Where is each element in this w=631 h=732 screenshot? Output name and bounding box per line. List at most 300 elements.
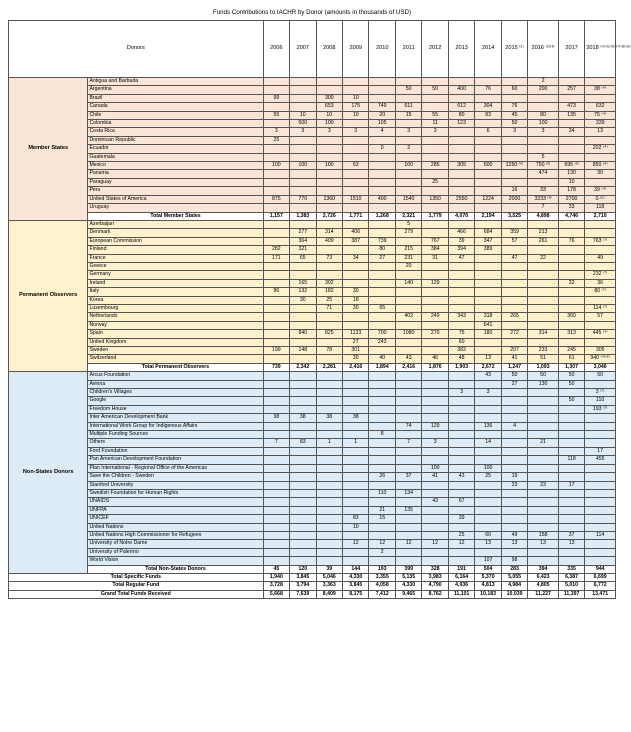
value-cell [475,145,501,153]
value-cell: 347 [475,237,501,245]
value-cell: 39 ⁽⁴⁾ [585,187,616,195]
value-cell [395,431,421,439]
group-label: Permanent Observers [9,220,88,371]
value-cell [343,431,369,439]
value-cell [528,321,559,329]
donor-row [9,389,616,397]
summary-cell: 5,046 [316,573,342,581]
donor-name: International Work Group for Indigenous Affairs [88,422,263,430]
value-cell: 11 [422,120,448,128]
value-cell [422,405,448,413]
value-cell [263,481,289,489]
value-cell [263,262,289,270]
value-cell [395,170,421,178]
group-total-row [9,363,616,371]
summary-label: Total Specific Funds [9,573,264,581]
value-cell [263,170,289,178]
value-cell: 107 [475,557,501,565]
value-cell [475,456,501,464]
value-cell [501,78,527,86]
value-cell [475,498,501,506]
value-cell [263,220,289,228]
donor-row [9,347,616,355]
value-cell [558,414,584,422]
value-cell: 132 [290,288,316,296]
donor-row [9,145,616,153]
value-cell [395,523,421,531]
summary-cell: 3,355 [369,573,395,581]
value-cell: 75 ⁽⁴⁾ [585,111,616,119]
value-cell: 215 [395,246,421,254]
donor-row [9,246,616,254]
value-cell: 10 [343,111,369,119]
value-cell [528,422,559,430]
donor-row [9,515,616,523]
value-cell [316,262,342,270]
value-cell [448,464,474,472]
donor-name: Guatemala [88,153,263,161]
value-cell [528,338,559,346]
value-cell [528,489,559,497]
value-cell [343,279,369,287]
value-cell: 134 [395,489,421,497]
donor-name: Children's Villages [88,389,263,397]
value-cell [558,506,584,514]
value-cell [448,380,474,388]
value-cell [369,220,395,228]
value-cell [395,153,421,161]
donor-row [9,262,616,270]
value-cell [448,557,474,565]
summary-cell: 6,423 [528,573,559,581]
value-cell: 10 [343,523,369,531]
total-cell: 1,383 [290,212,316,220]
summary-cell: 6,164 [448,573,474,581]
total-cell: 2,416 [343,363,369,371]
value-cell [475,220,501,228]
value-cell [395,464,421,472]
value-cell [501,414,527,422]
donor-name: United Nations High Commissioner for Refugees [88,531,263,539]
value-cell: 21 [528,439,559,447]
donor-name: Canada [88,103,263,111]
value-cell: 763 ⁽⁷⁾ [585,237,616,245]
value-cell [585,94,616,102]
value-cell: 78 [316,347,342,355]
value-cell: 770 [290,195,316,203]
value-cell: 473 [558,103,584,111]
value-cell: 30 [585,170,616,178]
value-cell: 50 [585,372,616,380]
donor-row [9,439,616,447]
value-cell [501,136,527,144]
value-cell [585,229,616,237]
document [8,6,631,599]
value-cell [528,279,559,287]
value-cell [316,313,342,321]
value-cell: 202 ⁽⁴⁾ [585,145,616,153]
value-cell: 12 [395,540,421,548]
value-cell [343,489,369,497]
value-cell [290,178,316,186]
total-cell: 283 [501,565,527,573]
value-cell: 684 [475,229,501,237]
value-cell [290,397,316,405]
value-cell [395,204,421,212]
value-cell [369,86,395,94]
value-cell [263,389,289,397]
value-cell [369,204,395,212]
value-cell [475,431,501,439]
value-cell: 193 ⁽⁷⁾ [585,405,616,413]
value-cell [290,153,316,161]
donor-row [9,271,616,279]
value-cell [290,262,316,270]
value-cell [343,405,369,413]
grand-total-cell: 8,409 [316,590,342,598]
donor-name: Azerbaijan [88,220,263,228]
value-cell [395,389,421,397]
value-cell [448,439,474,447]
value-cell: 100 [395,162,421,170]
value-cell: 279 [395,229,421,237]
value-cell: 33 [558,204,584,212]
donor-name: UNFPA [88,506,263,514]
value-cell [263,355,289,363]
value-cell [528,557,559,565]
table-title: Funds Contributions to IACHR by Donor (amounts in thousands of USD) [212,9,412,16]
value-cell [343,422,369,430]
value-cell [528,464,559,472]
value-cell [395,288,421,296]
value-cell [558,431,584,439]
value-cell [501,246,527,254]
donor-row [9,321,616,329]
grand-total-cell: 7,639 [290,590,316,598]
value-cell [395,321,421,329]
value-cell [501,220,527,228]
total-cell: 2,321 [395,212,421,220]
value-cell: 305 [585,347,616,355]
value-cell [501,498,527,506]
group-total-label: Total Permanent Observers [88,363,263,371]
value-cell [475,447,501,455]
value-cell: 175 [343,103,369,111]
total-cell: 4,898 [528,212,559,220]
value-cell: 43 [448,473,474,481]
value-cell: 57 [501,237,527,245]
value-cell [343,145,369,153]
value-cell [422,271,448,279]
donor-name: United Kingdom [88,338,263,346]
total-cell: 1,894 [369,363,395,371]
value-cell: 65 [369,304,395,312]
value-cell [422,489,448,497]
value-cell: 7 [395,439,421,447]
value-cell [343,557,369,565]
value-cell: 130 [558,170,584,178]
value-cell [395,372,421,380]
value-cell [422,296,448,304]
value-cell: 1 [316,439,342,447]
value-cell [475,204,501,212]
value-cell: 43 [475,372,501,380]
total-cell: 1,779 [422,212,448,220]
value-cell [290,271,316,279]
value-cell [290,548,316,556]
value-cell [316,540,342,548]
value-cell [528,304,559,312]
value-cell [316,153,342,161]
grand-total-cell: 8,762 [422,590,448,598]
value-cell [369,414,395,422]
value-cell: 18 [343,296,369,304]
value-cell [501,489,527,497]
value-cell: 38 [290,414,316,422]
value-cell [369,405,395,413]
donor-name: Mexico [88,162,263,170]
value-cell: 80 [528,111,559,119]
value-cell [528,414,559,422]
donor-row [9,103,616,111]
value-cell [422,187,448,195]
value-cell [369,162,395,170]
total-cell: 1,771 [343,212,369,220]
donor-row [9,288,616,296]
value-cell: 118 [558,456,584,464]
value-cell [343,506,369,514]
value-cell: 13 [501,540,527,548]
summary-cell: 5,370 [475,573,501,581]
value-cell [422,557,448,565]
value-cell: 739 [369,237,395,245]
value-cell [501,170,527,178]
value-cell: 314 [528,330,559,338]
donor-row [9,128,616,136]
donor-row [9,78,616,86]
donor-name: Switzerland [88,355,263,363]
value-cell: 0 [369,145,395,153]
value-cell: 98 [501,557,527,565]
total-cell: 399 [395,565,421,573]
donor-row [9,523,616,531]
value-cell: 50 [501,372,527,380]
value-cell [448,204,474,212]
value-cell: 13 [475,355,501,363]
total-cell: 1,268 [369,212,395,220]
value-cell [369,170,395,178]
value-cell: 231 [395,254,421,262]
value-cell [369,447,395,455]
value-cell [558,439,584,447]
value-cell [501,338,527,346]
group-total-row [9,565,616,573]
year-header: 2014 [475,21,501,78]
value-cell: 3 [343,128,369,136]
value-cell [448,397,474,405]
value-cell [422,447,448,455]
value-cell: 500 [475,162,501,170]
value-cell [290,136,316,144]
value-cell: 10 [316,111,342,119]
value-cell [585,246,616,254]
value-cell [501,178,527,186]
value-cell [528,94,559,102]
value-cell [448,481,474,489]
value-cell: 611 [395,103,421,111]
value-cell: 1 [343,439,369,447]
value-cell [501,456,527,464]
value-cell: 749 [369,103,395,111]
value-cell: 30 [343,304,369,312]
value-cell: 313 [558,330,584,338]
value-cell: 232 ⁽⁷⁾ [585,271,616,279]
value-cell: 207 [501,347,527,355]
value-cell [475,506,501,514]
value-cell: 86 [263,288,289,296]
value-cell [501,439,527,447]
value-cell: 55 [263,111,289,119]
value-cell: 99 [263,94,289,102]
value-cell [369,397,395,405]
value-cell [343,136,369,144]
total-cell: 328 [422,565,448,573]
value-cell [369,153,395,161]
value-cell [528,246,559,254]
value-cell [290,304,316,312]
value-cell: 80 [448,111,474,119]
value-cell [316,78,342,86]
value-cell: 65 [290,254,316,262]
value-cell: 50 [558,372,584,380]
value-cell [475,153,501,161]
year-header: 2018 ⁽⁴⁾⁽⁵⁾⁽⁶⁾⁽⁷⁾⁽⁸⁾⁽⁹⁾ [585,21,616,78]
value-cell: 3 [475,389,501,397]
value-cell: 445 ⁽⁴⁾ [585,330,616,338]
donor-name: Ford Foundation [88,447,263,455]
total-cell: 1,307 [558,363,584,371]
value-cell [290,204,316,212]
total-cell: 2,194 [475,212,501,220]
donor-name: Ecuador [88,145,263,153]
value-cell [316,456,342,464]
value-cell: 114 ⁽⁷⁾ [585,304,616,312]
value-cell: 23 [528,481,559,489]
donor-row [9,237,616,245]
value-cell [369,380,395,388]
value-cell: 7 [528,204,559,212]
donor-row [9,86,616,94]
donor-row [9,170,616,178]
value-cell [316,447,342,455]
value-cell [585,481,616,489]
value-cell [263,178,289,186]
value-cell [558,153,584,161]
value-cell [475,523,501,531]
value-cell: 21 [369,506,395,514]
value-cell [422,506,448,514]
donor-name: Peru [88,187,263,195]
value-cell [263,422,289,430]
donor-row [9,498,616,506]
value-cell [448,321,474,329]
value-cell [475,279,501,287]
value-cell [343,481,369,489]
value-cell [316,389,342,397]
donor-name: Stanford University [88,481,263,489]
grand-total-cell: 11,227 [528,590,559,598]
value-cell: 300 [316,94,342,102]
donor-row [9,204,616,212]
value-cell [395,347,421,355]
value-cell: 73 [316,254,342,262]
year-header: 2008 [316,21,342,78]
value-cell: 135 [558,111,584,119]
donor-row [9,405,616,413]
value-cell [528,405,559,413]
value-cell [263,237,289,245]
value-cell [585,178,616,186]
donor-name: Germany [88,271,263,279]
funds-table [8,20,631,599]
value-cell: 6 [475,128,501,136]
value-cell: 301 [343,347,369,355]
value-cell [395,447,421,455]
value-cell [585,548,616,556]
value-cell [422,145,448,153]
value-cell: 171 [263,254,289,262]
value-cell: 130 [528,380,559,388]
value-cell [263,372,289,380]
value-cell: 321 [290,246,316,254]
value-cell [558,304,584,312]
value-cell [369,262,395,270]
value-cell [558,447,584,455]
value-cell [290,498,316,506]
value-cell: 402 [395,313,421,321]
year-header: 2010 [369,21,395,78]
value-cell: 25 [475,473,501,481]
value-cell [343,313,369,321]
total-cell: 394 [528,565,559,573]
value-cell [558,338,584,346]
value-cell [369,481,395,489]
value-cell: 270 [422,330,448,338]
value-cell [395,78,421,86]
value-cell [263,548,289,556]
value-cell [422,548,448,556]
value-cell [369,136,395,144]
value-cell: 409 [316,237,342,245]
value-cell: 148 [290,347,316,355]
value-cell [475,136,501,144]
value-cell [501,464,527,472]
value-cell: 10 [558,178,584,186]
donor-name: Swedish Foundation for Human Rights [88,489,263,497]
value-cell [369,498,395,506]
value-cell: 50 [501,120,527,128]
value-cell [316,464,342,472]
value-cell [343,456,369,464]
value-cell [343,246,369,254]
value-cell [290,372,316,380]
value-cell: 359 [501,229,527,237]
value-cell [263,557,289,565]
value-cell [501,279,527,287]
total-cell: 2,710 [585,212,616,220]
value-cell [528,506,559,514]
value-cell: 3 [422,439,448,447]
